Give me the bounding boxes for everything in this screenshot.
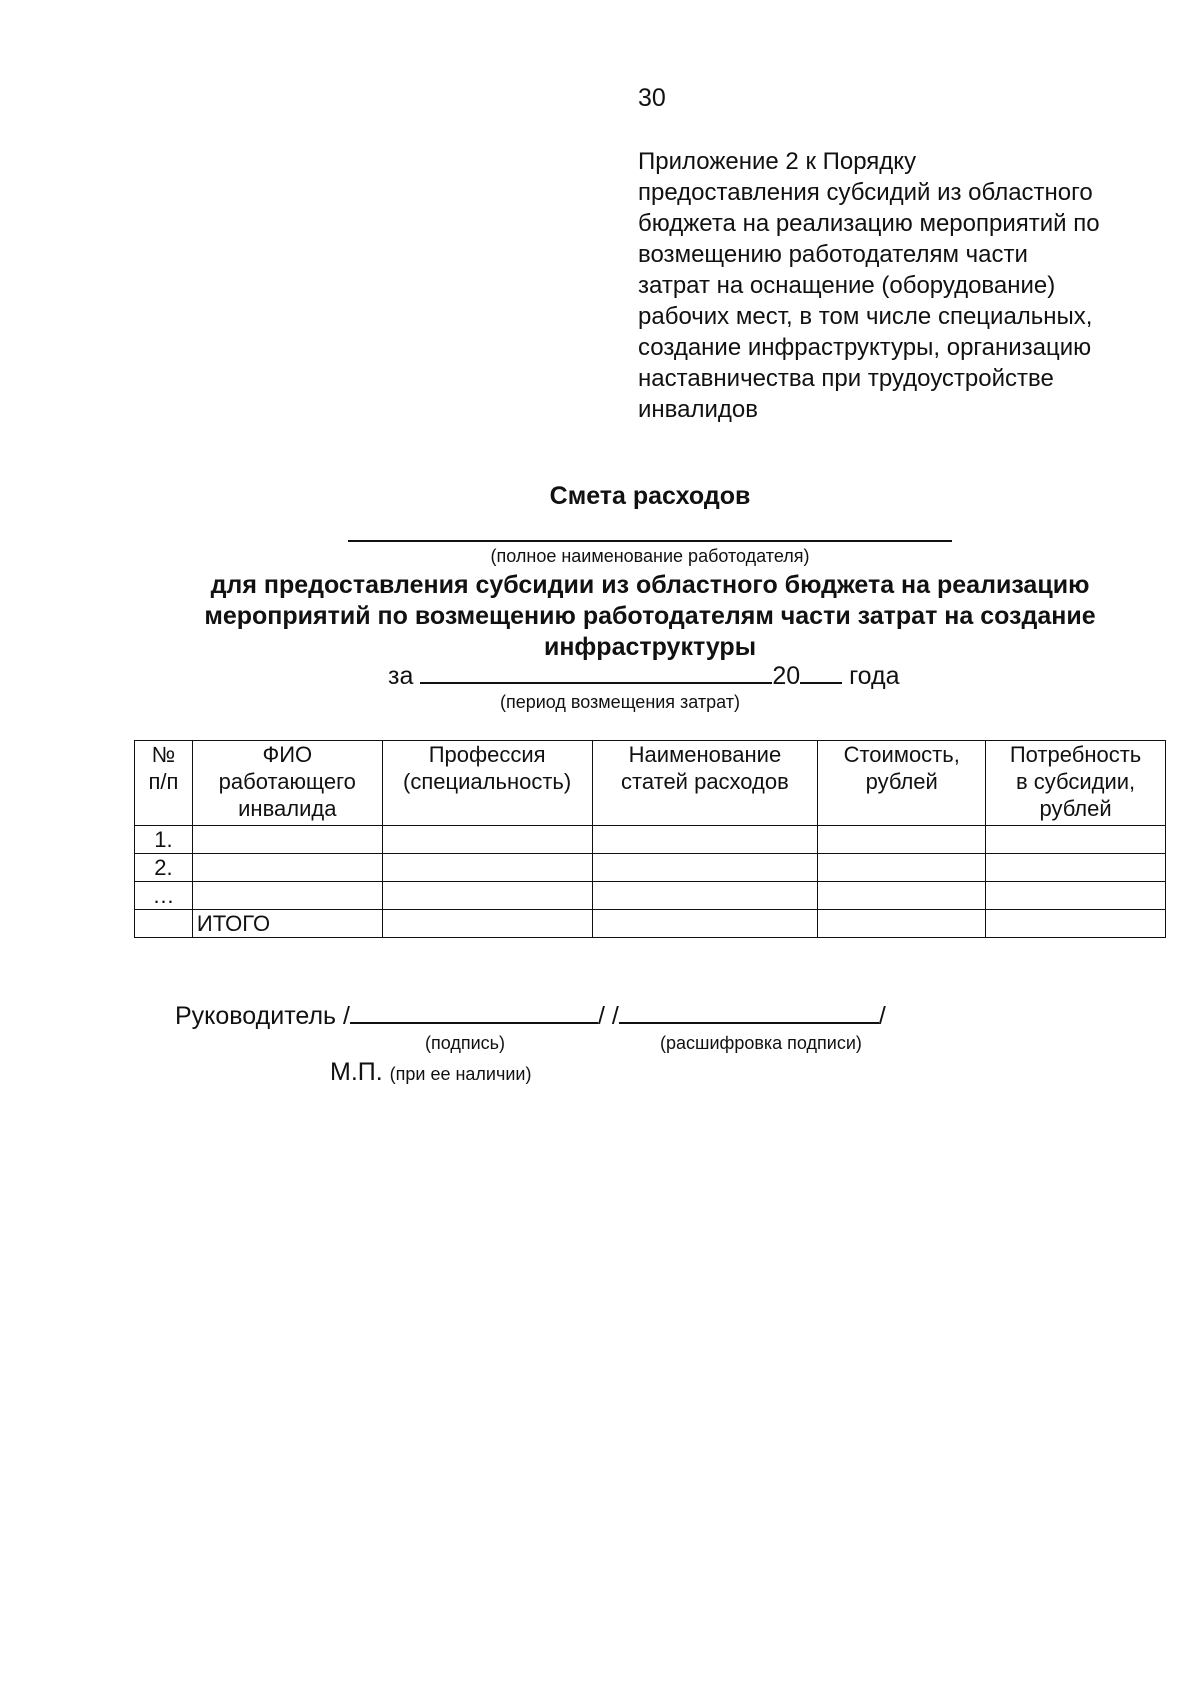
period-caption: (период возмещения затрат) — [499, 692, 741, 712]
header-name: ФИО работающего инвалида — [192, 741, 382, 826]
table-row — [135, 826, 1166, 854]
table-cell: 1. — [135, 826, 193, 854]
table-cell[interactable] — [592, 910, 818, 938]
table-cell: 2. — [135, 854, 193, 882]
table-cell[interactable] — [818, 910, 986, 938]
table-cell[interactable] — [818, 854, 986, 882]
signature-row: Руководитель / / / / — [175, 1002, 886, 1030]
period-line[interactable] — [420, 660, 772, 684]
table-cell[interactable] — [382, 882, 592, 910]
table-row — [135, 882, 1166, 910]
total-label: ИТОГО — [192, 910, 382, 938]
table-row — [135, 854, 1166, 882]
employer-name-line[interactable] — [348, 540, 952, 542]
table-total-row — [135, 910, 1166, 938]
table-cell — [135, 910, 193, 938]
document-title: Смета расходов — [549, 482, 751, 510]
table-cell[interactable] — [592, 854, 818, 882]
header-profession: Профессия (специальность) — [382, 741, 592, 826]
stamp-note: (при ее наличии) — [389, 1064, 532, 1084]
signature-line[interactable] — [350, 1000, 598, 1024]
table-cell[interactable] — [382, 910, 592, 938]
stamp-place — [330, 1058, 531, 1087]
table-cell[interactable] — [986, 882, 1166, 910]
period-suffix: года — [849, 662, 900, 690]
signer-label: Руководитель — [175, 1002, 337, 1030]
period-row — [388, 660, 900, 691]
page-number: 30 — [638, 84, 666, 112]
table-cell[interactable] — [382, 826, 592, 854]
header-expense-items: Наименование статей расходов — [592, 741, 818, 826]
signature-caption: (подпись) — [425, 1033, 506, 1053]
table-cell[interactable] — [592, 826, 818, 854]
year-line[interactable] — [800, 660, 842, 684]
signature-decode-caption: (расшифровка подписи) — [660, 1033, 862, 1053]
appendix-note: Приложение 2 к Порядку предоставления субсидий из областного бюджета на реализацию мероприятий по возмещению работодателям части затрат на оснащение (оборудование) рабочих мест, в том числе специальных, создание инфраструктуры, организацию наставничества при трудоустройстве инвалидов — [638, 148, 1100, 423]
stamp-label: М.П. — [330, 1058, 383, 1086]
table-cell[interactable] — [818, 882, 986, 910]
table-cell[interactable] — [986, 910, 1166, 938]
expense-table — [134, 740, 1166, 938]
table-cell: … — [135, 882, 193, 910]
table-cell[interactable] — [592, 882, 818, 910]
header-subsidy: Потребность в субсидии, рублей — [986, 741, 1166, 826]
table-cell[interactable] — [192, 826, 382, 854]
header-cost: Стоимость, рублей — [818, 741, 986, 826]
table-cell[interactable] — [192, 854, 382, 882]
header-number: № п/п — [135, 741, 193, 826]
table-cell[interactable] — [382, 854, 592, 882]
year-prefix: 20 — [772, 662, 801, 690]
employer-name-caption: (полное наименование работодателя) — [490, 546, 810, 566]
purpose-text: для предоставления субсидии из областного бюджета на реализацию мероприятий по возмещению работодателям части затрат на создание инфраструктуры — [204, 571, 1096, 661]
table-cell[interactable] — [986, 826, 1166, 854]
period-prefix: за — [388, 662, 414, 690]
table-cell[interactable] — [818, 826, 986, 854]
signature-decode-line[interactable] — [619, 1000, 879, 1024]
table-header-row — [135, 741, 1166, 826]
table-cell[interactable] — [986, 854, 1166, 882]
table-cell[interactable] — [192, 882, 382, 910]
